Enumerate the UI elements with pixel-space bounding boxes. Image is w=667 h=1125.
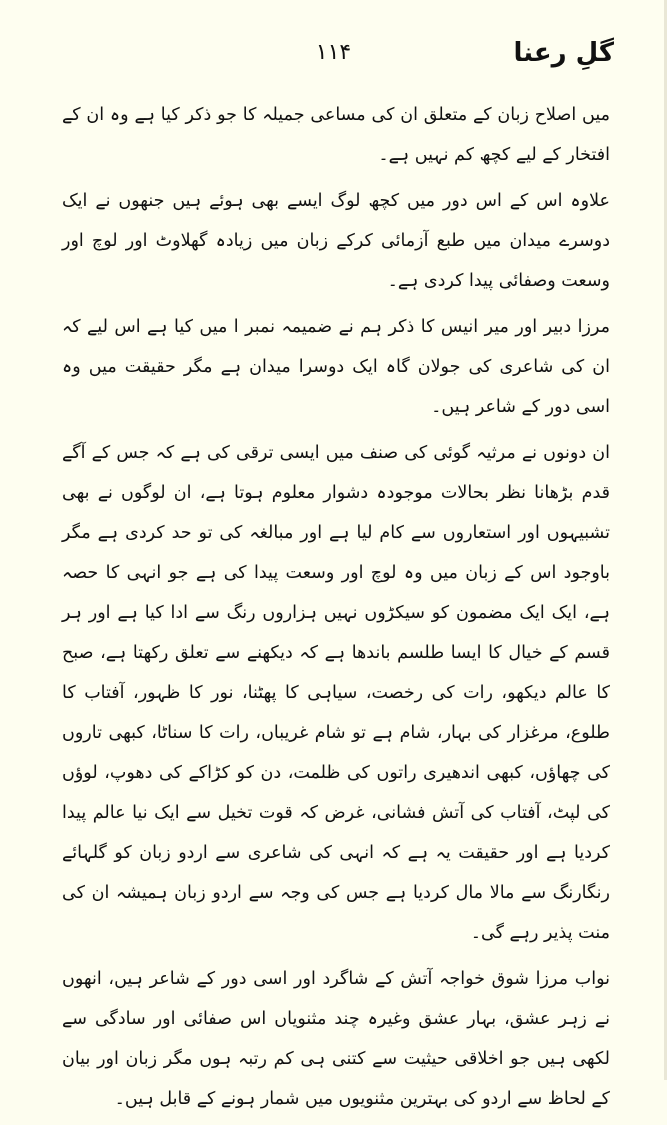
paragraph-5: نواب مرزا شوق خواجہ آتش کے شاگرد اور اسی دور کے شاعر ہیں، انھوں نے زہر عشق، بہار عشق وغیرہ چند مثنویاں اس صفائی اور سادگی سے لکھی ہیں جو اخلاقی حیثیت سے کتنی ہی کم رتبہ ہوں مگر زبان اور بیان کے لحاظ سے اردو کی بہترین مثنویوں میں شمار ہونے کے قابل ہیں۔: [62, 969, 610, 1109]
page-header: [0, 0, 664, 80]
page-number: ۱۱۴: [315, 40, 352, 65]
paragraph-1: میں اصلاح زبان کے متعلق ان کی مساعی جمیلہ کا جو ذکر کیا ہے وہ ان کے افتخار کے لیے کچھ کم نہیں ہے۔: [62, 105, 610, 165]
paragraph-2: علاوہ اس کے اس دور میں کچھ لوگ ایسے بھی ہوئے ہیں جنھوں نے ایک دوسرے میدان میں طبع آزمائی کرکے زبان میں زیادہ گھلاوٹ اور لوچ اور وسعت وصفائی پیدا کردی ہے۔: [62, 191, 610, 291]
body-text: [62, 95, 610, 1125]
paragraph-3: مرزا دبیر اور میر انیس کا ذکر ہم نے ضمیمہ نمبر ا میں کیا ہے اس لیے کہ ان کی شاعری کی جولان گاہ ایک دوسرا میدان ہے مگر حقیقت میں وہ اسی دور کے شاعر ہیں۔: [62, 317, 610, 417]
running-title: گلِ رعنا: [513, 38, 614, 68]
paragraph-4: ان دونوں نے مرثیہ گوئی کی صنف میں ایسی ترقی کی ہے کہ جس کے آگے قدم بڑھانا نظر بحالات موجودہ دشوار معلوم ہوتا ہے، ان لوگوں نے بھی تشبیہوں اور استعاروں سے کام لیا ہے اور مبالغہ کی تو حد کردی ہے مگر باوجود اس کے زبان میں وہ لوچ اور وسعت پیدا کی ہے جو انہی کا حصہ ہے، ایک ایک مضمون کو سیکڑوں نہیں ہزاروں رنگ سے ادا کیا ہے اور ہر قسم کے خیال کا ایسا طلسم باندھا ہے کہ دیکھنے سے تعلق رکھتا ہے، صبح کا عالم دیکھو، رات کی رخصت، سیاہی کا پھٹنا، نور کا ظہور، آفتاب کا طلوع، مرغزار کی بہار، شام ہے تو شام غریباں، رات کا سناٹا، کبھی تاروں کی چھاؤں، کبھی اندھیری راتوں کی ظلمت، دن کو کڑاکے کی دھوپ، لوؤں کی لپٹ، آفتاب کی آتش فشانی، غرض کہ قوت تخیل سے ایک نیا عالم پیدا کردیا ہے اور حقیقت یہ ہے کہ انہی کی شاعری سے اردو زبان کو گلہائے رنگارنگ سے مالا مال کردیا ہے جس کی وجہ سے اردو زبان ہمیشہ ان کی منت پذیر رہے گی۔: [62, 443, 610, 943]
